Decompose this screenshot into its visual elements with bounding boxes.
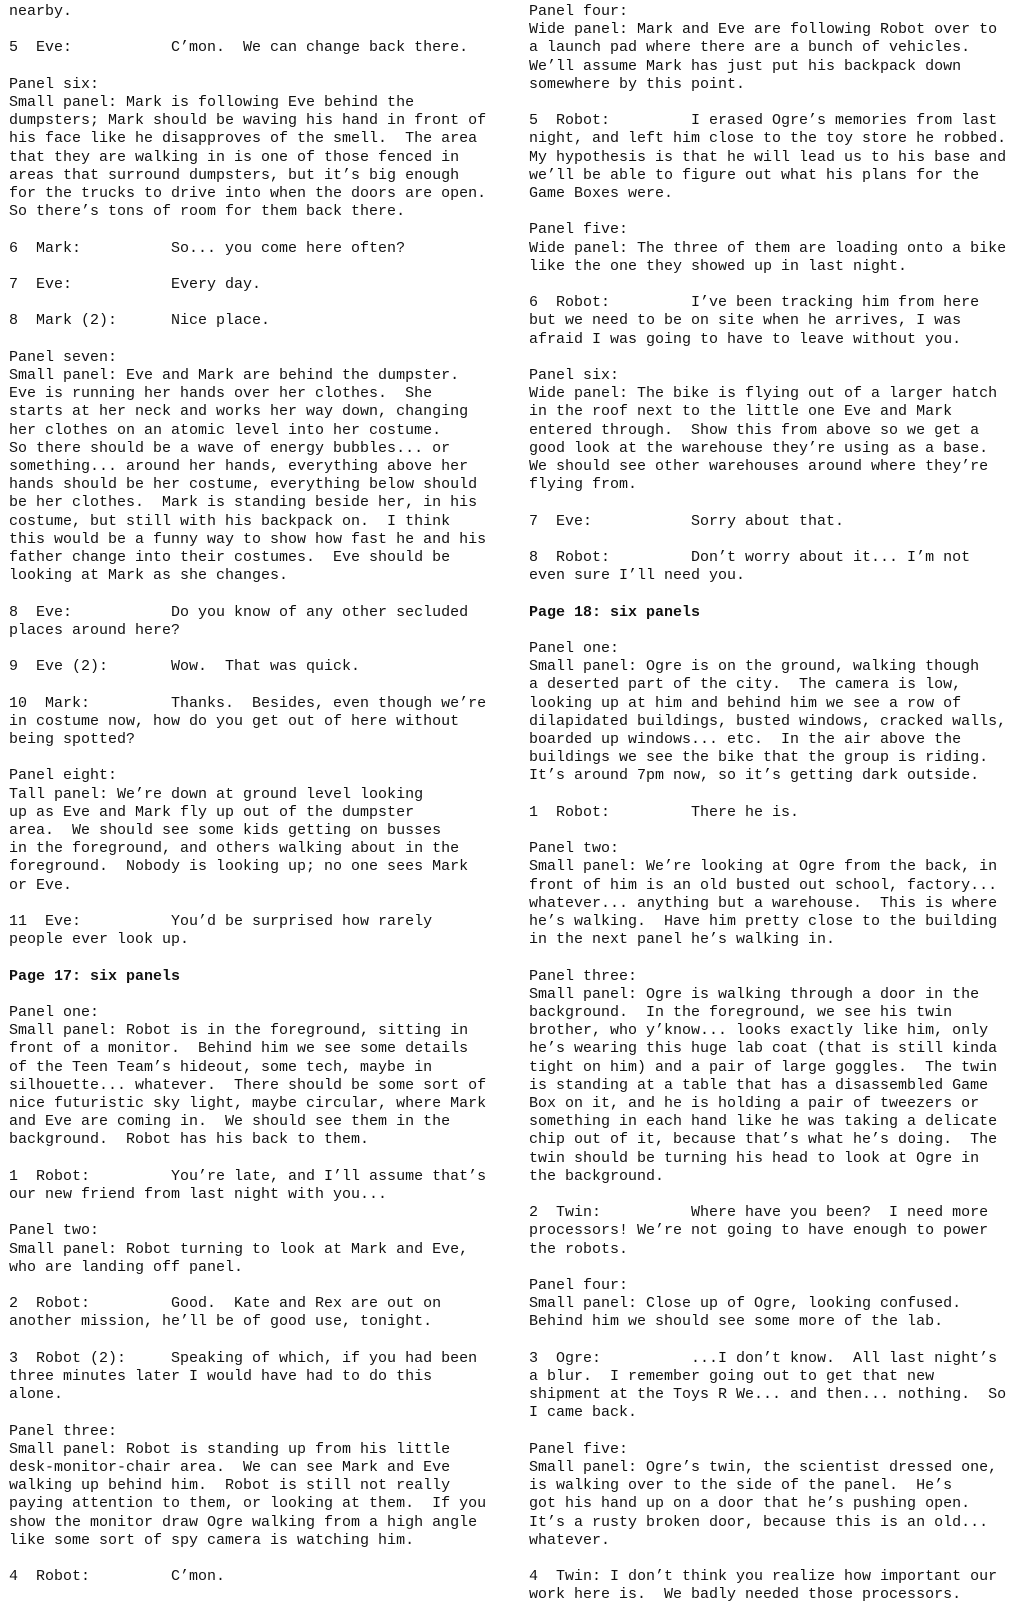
dialogue-line: 4 Twin: I don’t think you realize how important our work here is. We badly needed those processors. [529, 1568, 998, 1604]
page-heading: Page 17: six panels [9, 967, 181, 985]
script-text: nearby. [9, 3, 73, 20]
dialogue-line: 6 Robot: I’ve been tracking him from here but we need to be on site when he arrives, I was afraid I was going to have to leave without you. [529, 294, 980, 348]
panel-description: Panel eight: Tall panel: We’re down at ground level looking up as Eve and Mark fly up out of the dumpster area. We should see some kids getting on busses in the foreground, and others walking about in the foreground. Nobody is looking up; no one sees Mark or Eve. [9, 767, 469, 894]
dialogue-line: 7 Eve: Every day. [9, 275, 262, 293]
dialogue-line: 8 Robot: Don’t worry about it... I’m not even sure I’ll need you. [529, 549, 971, 585]
dialogue-line: 8 Mark (2): Nice place. [9, 312, 271, 330]
dialogue-line: 3 Robot (2): Speaking of which, if you had been three minutes later I would have had to do this alone. [9, 1349, 478, 1404]
dialogue-line: 5 Robot: I erased Ogre’s memories from last night, and left him close to the toy store he robbed. My hypothesis is that he will lead us to his base and we’ll be able to figure out what his plans for the Game Boxes were. [529, 112, 1007, 203]
panel-description: Panel two: Small panel: We’re looking at Ogre from the back, in front of him is an old busted out school, factory... whatever... anything but a warehouse. This is where he’s walking. Have him pretty close to the building in the next panel he’s walking in. [529, 840, 998, 949]
page-heading: Page 18: six panels [529, 603, 701, 621]
dialogue-line: 9 Eve (2): Wow. That was quick. [9, 658, 361, 676]
dialogue-line: 3 Ogre: ...I don’t know. All last night’s a blur. I remember going out to get that new shipment at the Toys R We... and then... nothing. So I came back. [529, 1349, 1007, 1422]
dialogue-line: 5 Eve: C’mon. We can change back there. [9, 39, 469, 57]
dialogue-line: 6 Mark: So... you come here often? [9, 239, 406, 257]
panel-description: Panel six: Small panel: Mark is following Eve behind the dumpsters; Mark should be waving his hand in front of his face like he disapproves of the smell. The area that they are walking in is one of those fenced in areas that surround dumpsters, but it’s big enough for the trucks to drive into when the doors are open. So there’s tons of room for them back there. [9, 75, 487, 221]
dialogue-line: 7 Eve: Sorry about that. [529, 512, 845, 530]
dialogue-line: 1 Robot: You’re late, and I’ll assume that’s our new friend from last night with you... [9, 1167, 487, 1203]
panel-description: Panel four: Wide panel: Mark and Eve are following Robot over to a launch pad where there are a bunch of vehicles. We’ll assume Mark has just put his backpack down somewhere by this point. [529, 3, 998, 93]
right-column [529, 3, 1021, 1623]
panel-description: Panel one: Small panel: Ogre is on the ground, walking though a deserted part of the city. The camera is low, looking up at him and behind him we see a row of dilapidated buildings, busted windows, cracked walls, boarded up windows... etc. In the air above the buildings we see the bike that the group is riding. It’s around 7pm now, so it’s getting dark outside. [529, 639, 1007, 785]
panel-description: Panel five: Small panel: Ogre’s twin, the scientist dressed one, is walking over to the side of the panel. He’s got his hand up on a door that he’s pushing open. It’s a rusty broken door, because this is an old... whatever. [529, 1440, 998, 1549]
dialogue-line: 8 Eve: Do you know of any other secluded places around here? [9, 603, 469, 639]
dialogue-line: 2 Twin: Where have you been? I need more processors! We’re not going to have enough to power the robots. [529, 1204, 989, 1258]
left-column [9, 3, 505, 1605]
dialogue-line: 11 Eve: You’d be surprised how rarely people ever look up. [9, 912, 433, 949]
panel-description: Panel one: Small panel: Robot is in the foreground, sitting in front of a monitor. Behind him we see some details of the Teen Team’s hideout, some tech, maybe in silhouette... whatever. There should be some sort of nice futuristic sky light, maybe circular, where Mark and Eve are coming in. We should see them in the background. Robot has his back to them. [9, 1003, 487, 1149]
panel-description: Panel seven: Small panel: Eve and Mark are behind the dumpster. Eve is running her hands over her clothes. She starts at her neck and works her way down, changing her clothes on an atomic level into her costume. So there should be a wave of energy bubbles... or something... around her hands, everything above her hands should be her costume, everything below should be her clothes. Mark is standing beside her, in his costume, but still with his backpack on. I think this would be a funny way to show how fast he and his father change into their costumes. Eve should be looking at Mark as she changes. [9, 348, 487, 585]
dialogue-line: 10 Mark: Thanks. Besides, even though we’re in costume now, how do you get out of here without being spotted? [9, 694, 487, 748]
panel-description: Panel four: Small panel: Close up of Ogre, looking confused. Behind him we should see some more of the lab. [529, 1277, 962, 1331]
panel-description: Panel two: Small panel: Robot turning to look at Mark and Eve, who are landing off panel. [9, 1222, 469, 1276]
panel-description: Panel five: Wide panel: The three of them are loading onto a bike like the one they showed up in last night. [529, 221, 1007, 275]
panel-description: Panel six: Wide panel: The bike is flying out of a larger hatch in the roof next to the little one Eve and Mark entered through. Show this from above so we get a good look at the warehouse they’re using as a base. We should see other warehouses around where they’re flying from. [529, 367, 998, 494]
dialogue-line: 1 Robot: There he is. [529, 803, 800, 821]
dialogue-line: 4 Robot: C’mon. [9, 1568, 226, 1586]
dialogue-line: 2 Robot: Good. Kate and Rex are out on another mission, he’ll be of good use, tonight. [9, 1295, 442, 1331]
panel-description: Panel three: Small panel: Ogre is walking through a door in the background. In the foreground, we see his twin brother, who y’know... looks exactly like him, only he’s wearing this huge lab coat (that is still kinda tight on him) and a pair of large goggles. The twin is standing at a table that has a disassembled Game Box on it, and he is holding a pair of tweezers or something in each hand like he was taking a delicate chip out of it, because that’s what he’s doing. The twin should be turning his head to look at Ogre in the background. [529, 967, 998, 1185]
panel-description: Panel three: Small panel: Robot is standing up from his little desk-monitor-chair area. We can see Mark and Eve walking up behind him. Robot is still not really paying attention to them, or looking at them. If you show the monitor draw Ogre walking from a high angle like some sort of spy camera is watching him. [9, 1422, 487, 1549]
